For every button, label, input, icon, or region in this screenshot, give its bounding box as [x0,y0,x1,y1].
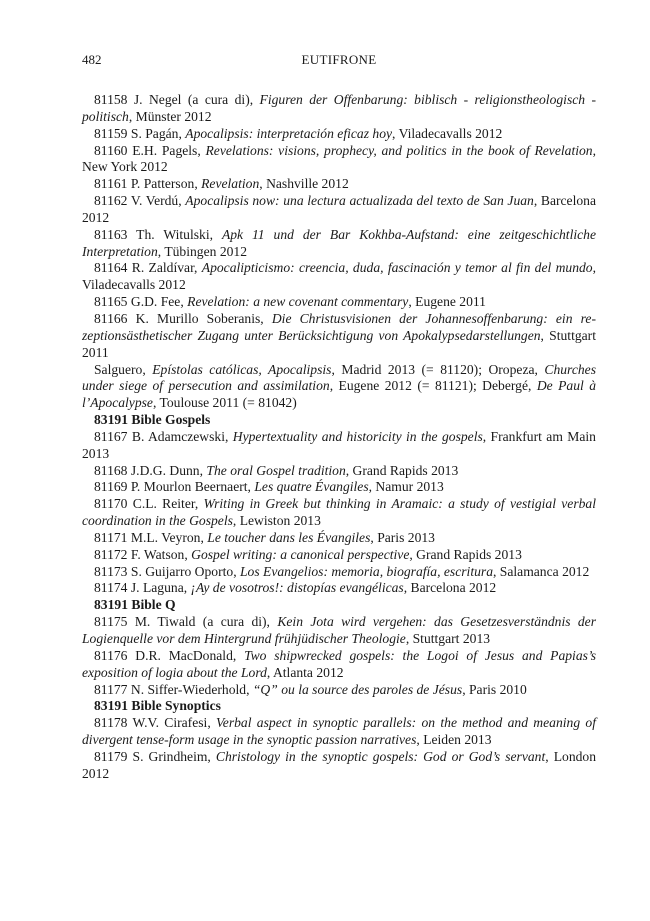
entry-title: Apocalipsis: interpretación eficaz hoy [185,125,393,141]
entry-title: Hypertextuality and historicity in the gospels [232,428,483,444]
section-heading: 83191 Bible Q [94,597,176,613]
entry-title: Writing in Greek but thinking in Aramaic: a study of vestigial verbal coordination in the Gospels [82,496,596,529]
bibliography-entry [82,530,596,547]
entry-text: 81174 J. Laguna, [94,580,191,596]
entry-text: , Stuttgart 2011 [82,327,596,360]
entry-title: Apocalipsis now: una lectura actualizada del texto de San Juan [185,193,534,209]
entry-text: , Viladecavalls 2012 [392,125,503,141]
entry-title: Epístolas católicas, Apocalipsis [152,361,332,377]
bibliography-entry [82,126,596,143]
entry-title: De Paul à l’Apocalypse [82,378,597,411]
bibliography-entry [82,614,596,648]
entry-title: Verbal aspect in synoptic parallels: on the method and meaning of divergent tense-form usage in the synoptic passion narratives [82,715,596,748]
bibliography-entry [82,92,596,126]
entry-text: Salguero, [94,361,153,377]
entry-text: , Grand Rapids 2013 [345,462,459,478]
entry-text: , Tübingen 2012 [157,243,248,259]
bibliography-entry [82,260,596,294]
entry-text: , London 2012 [82,748,597,781]
entry-title: Apk 11 und der Bar Kokhba-Aufstand: eine zeitgeschichtliche Interpretation [82,226,597,259]
entry-text: 81177 N. Siffer-Wiederhold, [94,681,253,697]
entry-title: Gospel writing: a canonical perspective [191,546,410,562]
entry-text: 81158 J. Negel (a cura di), [94,92,260,107]
entry-text: 81173 S. Guijarro Oporto, [94,563,240,579]
entry-text: , Stuttgart 2013 [405,631,491,646]
bibliography-entry [82,547,596,564]
entry-title: Les quatre Évangiles [254,479,369,495]
entry-text: , Viladecavalls 2012 [82,260,596,293]
entry-title: Churches under siege of persecution and assimilation [82,361,596,394]
entry-text: , Toulouse 2011 (= 81042) [152,395,297,411]
entry-text: 81165 G.D. Fee, [94,294,188,310]
entry-text: 81172 F. Watson, [94,546,192,562]
section-heading: 83191 Bible Gospels [94,412,211,428]
entry-text: , Barcelona 2012 [403,580,497,596]
entry-text: 81166 K. Murillo Soberanis, [94,310,272,326]
entry-title: Figuren der Offenbarung: biblisch - religionstheologisch - politisch [82,92,596,124]
entry-text: , Frankfurt am Main 2013 [82,428,596,461]
entry-text: 81171 M.L. Veyron, [94,529,208,545]
entry-text: , Grand Rapids 2013 [409,546,522,562]
entry-title: Revelations: visions, prophecy, and politics in the book of Revelation [205,142,593,158]
bibliography-entry [82,648,596,682]
entry-text: 81159 S. Pagán, [94,125,186,141]
bibliography-entry [82,463,596,480]
bibliography-entry [82,176,596,193]
entry-title: Kein Jota wird vergehen: das Gesetzesverständnis der Logienquelle vor dem Hintergrund frühjüdischer Theologie [82,614,597,646]
entry-text: 81175 M. Tiwald (a cura di), [94,614,278,630]
entry-text: , New York 2012 [82,142,596,175]
page-number: 482 [82,52,102,67]
entry-text: , Atlanta 2012 [266,664,344,680]
entry-text: , Eugene 2012 (= 81121); Debergé, [329,378,537,394]
entry-title: Revelation: a new covenant commentary [187,294,409,310]
entry-title: Two shipwrecked gospels: the Logoi of Jesus and Papias’s exposition of logia about the Lord [82,647,596,680]
bibliography-entry [82,749,596,783]
entry-title: ¡Ay de vosotros!: distopías evangélicas [190,580,404,596]
entry-title: Die Christusvisionen der Johannesoffenbarung: ein rezeptionsästhetischer Zugang unter Berücksichtigung von Apokalypsedarstellungen [82,310,596,343]
entry-text: , Madrid 2013 (= 81120); Oropeza, [331,361,545,377]
bibliography-entry [82,311,596,362]
entry-text: , Salamanca 2012 [493,563,590,579]
entry-text: 81162 V. Verdú, [94,193,186,209]
entry-title: Revelation [201,176,260,192]
entry-text: 81178 W.V. Cirafesi, [94,715,217,731]
entry-text: 81160 E.H. Pagels, [94,142,206,158]
entry-text: , Paris 2013 [370,529,435,545]
entry-text: 81170 C.L. Reiter, [94,496,204,512]
bibliography-entry [82,479,596,496]
entry-text: , Paris 2010 [462,681,527,697]
entry-title: Le toucher dans les Évangiles [207,529,371,545]
page-header [82,52,596,72]
bibliography-entry [82,294,596,311]
entry-text: , Lewiston 2013 [232,513,321,529]
bibliography-entry [82,227,596,261]
entry-text: , Leiden 2013 [416,732,492,748]
bibliography-entry [82,362,596,413]
entry-text: 81176 D.R. MacDonald, [94,647,245,663]
bibliography-entry [82,193,596,227]
entry-text: 81179 S. Grindheim, [94,748,216,764]
bibliography-entry [82,429,596,463]
section-heading: 83191 Bible Synoptics [94,698,221,714]
entry-text: , Nashville 2012 [259,176,349,192]
entry-text: 81168 J.D.G. Dunn, [94,462,207,478]
bibliography-entry [82,580,596,597]
entry-title: Christology in the synoptic gospels: God or God’s servant [215,748,546,764]
entry-text: 81167 B. Adamczewski, [94,428,233,444]
entry-text: 81164 R. Zaldívar, [94,260,202,276]
entry-text: 81169 P. Mourlon Beernaert, [94,479,255,495]
entry-title: Apocalipticismo: creencia, duda, fascinación y temor al fin del mundo [201,260,593,276]
bibliography-entry [82,496,596,530]
entry-text: , Barcelona 2012 [82,193,596,225]
entry-title: The oral Gospel tradition [206,462,346,478]
running-title: EUTIFRONE [301,52,377,67]
bibliography-body [82,92,596,783]
bibliography-entry [82,715,596,749]
entry-text: , Münster 2012 [128,108,212,124]
entry-text: , Namur 2013 [368,479,444,495]
bibliography-entry [82,564,596,581]
entry-title: Los Evangelios: memoria, biografía, escritura [240,563,493,579]
entry-title: “Q” ou la source des paroles de Jésus [252,681,463,697]
entry-text: 81163 Th. Witulski, [94,226,222,242]
entry-text: 81161 P. Patterson, [94,176,202,192]
bibliography-entry [82,682,596,699]
bibliography-entry [82,143,596,177]
entry-text: , Eugene 2011 [408,294,486,310]
